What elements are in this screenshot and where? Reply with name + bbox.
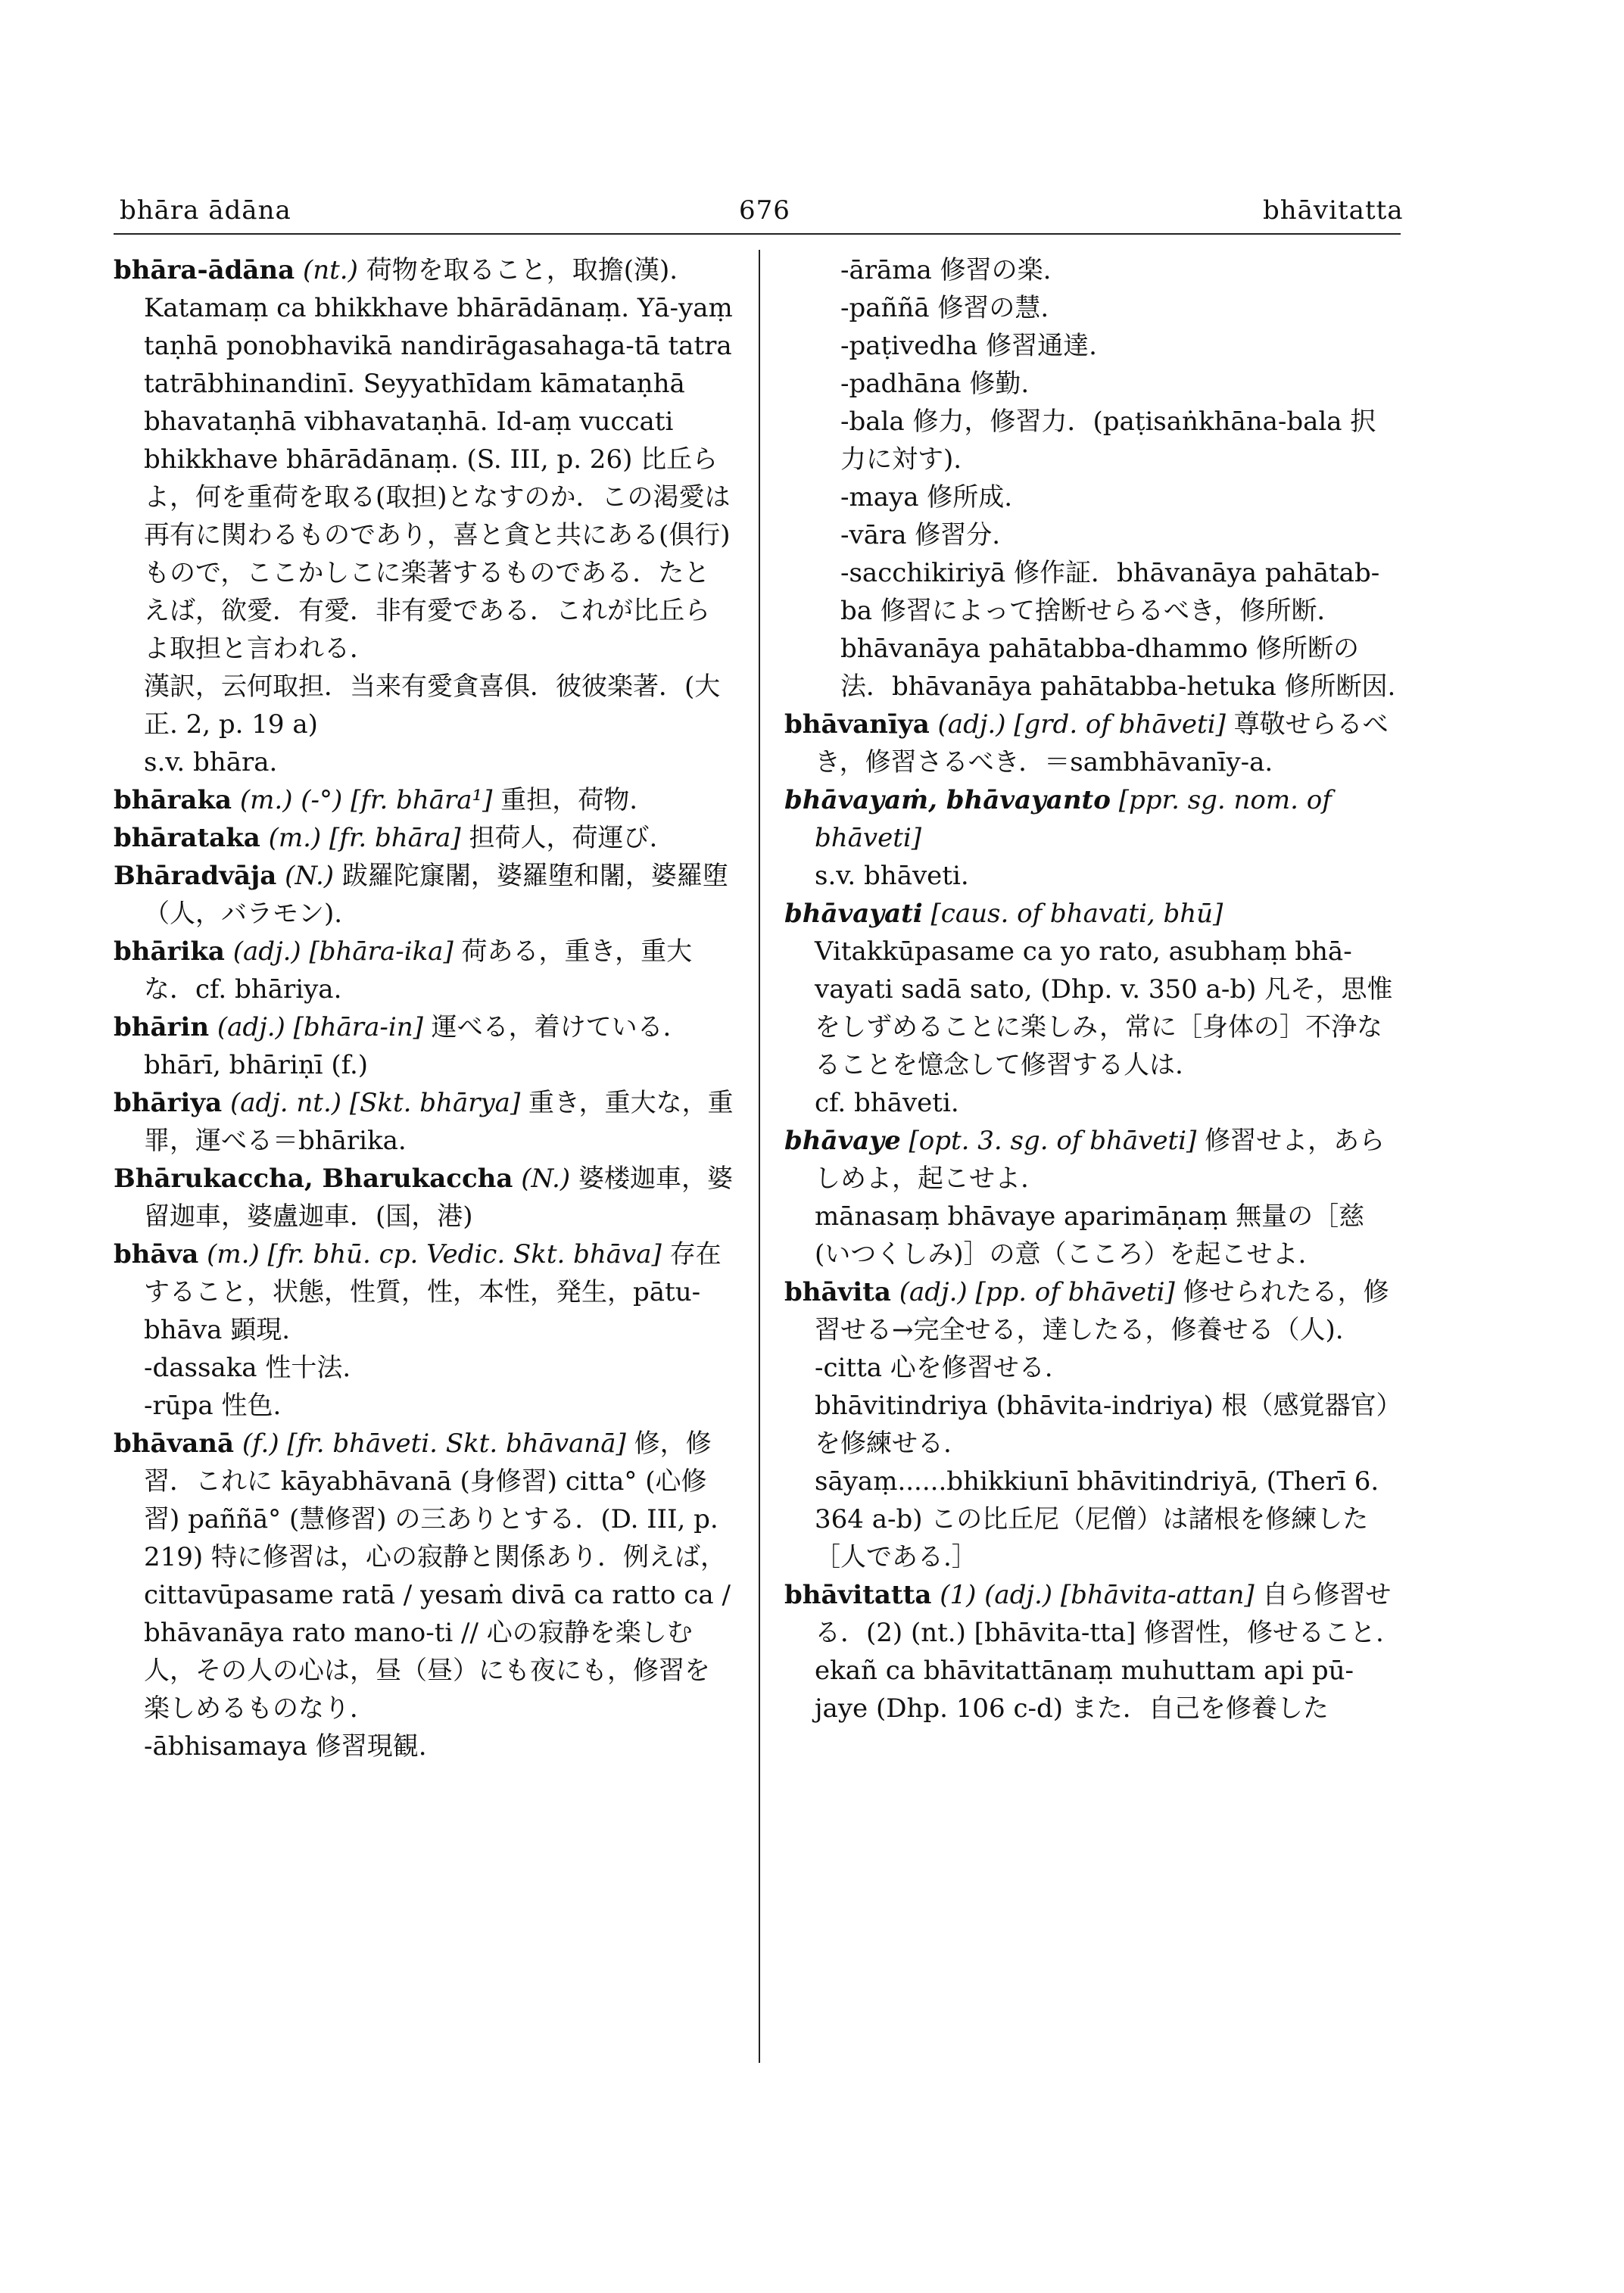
entry-subtext: -citta 心を修習せる. (815, 1353, 1053, 1383)
dictionary-entry (114, 1160, 734, 1235)
entry-headword: bhāva (114, 1239, 199, 1270)
entry-subtext: bhāvitindriya (bhāvita-indriya) 根（感覚器官）を修練せる. (815, 1391, 1389, 1459)
entry-headword: bhāvitatta (784, 1580, 932, 1610)
dictionary-entry (114, 819, 734, 857)
entry-subtext: -ābhisamaya 修習現観. (144, 1731, 427, 1762)
entry-compound: -vāra 修習分. (840, 520, 1001, 550)
entry-grammar: [opt. 3. sg. of bhāveti] (909, 1126, 1197, 1156)
entry-grammar: (adj.) [bhāra-ika] (232, 936, 454, 967)
entry-grammar: (m.) (-°) [fr. bhāra¹] (239, 785, 493, 815)
entry-grammar: (adj.) [bhāra-in] (217, 1012, 423, 1042)
entry-compound: -paññā 修習の慧. (840, 293, 1049, 323)
entry-definition: 跋羅陀䆲闍，婆羅堕和闍，婆羅堕（人，バラモン). (144, 861, 728, 929)
entry-subtext: cittavūpasame ratā / yesaṁ divā ca ratto ca / bhāvanāya rato mano-ti // 心の寂静を楽しむ人，その人の心は，昼（昼）にも夜にも，修習を楽しめるものなり． (144, 1580, 731, 1724)
dictionary-entry (114, 857, 734, 933)
entry-grammar: (adj.) [pp. of bhāveti] (899, 1277, 1175, 1307)
entry-definition: 重き，重大な，重罪，運べる＝bhārika. (144, 1088, 734, 1156)
column-divider (759, 250, 760, 2063)
dictionary-entry (114, 1008, 734, 1084)
dictionary-entry (114, 933, 734, 1008)
entry-subtext: sāyaṃ......bhikkiunī bhāvitindriyā, (Therī 6. 364 a-b) この比丘尼（尼僧）は諸根を修練した［人である.］ (815, 1466, 1379, 1572)
entry-headword: Bhārukaccha, Bharukaccha (114, 1164, 513, 1194)
entry-grammar: (nt.) (302, 255, 358, 285)
entry-definition: 尊敬せらるべき，修習さるべき．＝sambhāvanīy-a. (815, 709, 1389, 777)
entry-headword: bhāvanīya (784, 709, 930, 740)
entry-compound: -paṭivedha 修習通達. (840, 331, 1097, 361)
entry-definition: 荷ある，重き，重大な．cf. bhāriya. (144, 936, 693, 1005)
entry-subtext: ekañ ca bhāvitattānaṃ muhuttam api pū-jaye (Dhp. 106 c-d) また．自己を修養した (815, 1656, 1354, 1724)
entry-definition: 重担，荷物. (500, 785, 638, 815)
entry-headword: bhārin (114, 1012, 210, 1042)
entry-definition: 運べる，着けている．bhārī, bhāriṇī (f.) (144, 1012, 689, 1080)
entry-grammar: (1) (adj.) [bhāvita-attan] (940, 1580, 1255, 1610)
entry-headword: bhāvayati (784, 899, 923, 929)
entry-headword: bhārataka (114, 823, 260, 853)
entry-headword: bhāraka (114, 785, 232, 815)
entry-definition: 修習せよ，あらしめよ，起こせよ. (815, 1126, 1386, 1194)
entry-subtext: Katamaṃ ca bhikkhave bhārādānaṃ. Yā-yaṃ taṇhā ponobhavikā nandirāgasahaga-tā tatra tatrābhinandinī. Seyyathīdam kāmataṇhā bhavataṇhā vibhavataṇhā. Id-aṃ vuccati bhikkhave bhārādānaṃ. (S. III, p. 26) 比丘らよ，何を重荷を取る(取担)となすのか．この渇愛は再有に関わるものであり，喜と貪と共にある(俱行)もので，ここかしこに楽著するものである．たとえば，欲愛．有愛．非有愛である．これが比丘らよ取担と言われる． (144, 293, 733, 664)
entry-compound: -padhāna 修勤. (840, 369, 1030, 399)
running-head-left: bhāra ādāna (120, 195, 291, 226)
entry-compound: -maya 修所成. (840, 482, 1013, 512)
header-rule (114, 233, 1401, 235)
entry-grammar: (N.) (285, 861, 335, 891)
entry-headword: bhāvaye (784, 1126, 901, 1156)
entry-subtext: s.v. bhāra. (144, 747, 278, 777)
entry-definition: 担荷人，荷運び. (469, 823, 658, 853)
entry-subtext: 漢訳，云何取担．当来有愛貪喜俱．彼彼楽著．(大正. 2, p. 19 a) (144, 671, 721, 740)
entry-subtext: Vitakkūpasame ca yo rato, asubhaṃ bhā-vayati sadā sato, (Dhp. v. 350 a-b) 凡そ，思惟をしずめることに楽しみ，常に［身体の］不浄なることを憶念して修習する人は. (815, 936, 1393, 1080)
entry-grammar: (adj.) [grd. of bhāveti] (937, 709, 1226, 740)
dictionary-entry (784, 781, 1398, 857)
entry-definition: 婆楼迦車，婆留迦車，婆盧迦車．(国，港) (144, 1164, 733, 1232)
dictionary-entry (114, 781, 734, 819)
entry-headword: bhāvita (784, 1277, 891, 1307)
dictionary-entry (114, 1425, 734, 1576)
entry-definition: 荷物を取ること，取擔(漢). (366, 255, 678, 285)
entry-definition: 存在すること，状態，性質，性，本性，発生，pātu-bhāva 顕現. (144, 1239, 722, 1345)
entry-headword: bhārika (114, 936, 225, 967)
entry-compound: -ārāma 修習の楽. (840, 255, 1052, 285)
entry-headword: bhāvayaṁ, bhāvayanto (784, 785, 1111, 815)
dictionary-entry (784, 1273, 1398, 1349)
entry-grammar: [ppr. sg. nom. of bhāveti] (815, 785, 1332, 853)
running-head-right: bhāvitatta (1263, 195, 1404, 226)
entry-grammar: (m.) [fr. bhū. cp. Vedic. Skt. bhāva] (207, 1239, 662, 1270)
left-column (114, 251, 734, 1765)
entry-compound: -sacchikiriyā 修作証．bhāvanāya pahātab-ba 修習によって捨断せらるべき，修所断．bhāvanāya pahātabba-dhammo 修所断の法．bhāvanāya pahātabba-hetuka 修所断因. (840, 558, 1396, 702)
entry-subtext: cf. bhāveti. (815, 1088, 959, 1118)
entry-headword: bhāriya (114, 1088, 223, 1118)
entry-grammar: (f.) [fr. bhāveti. Skt. bhāvanā] (242, 1428, 626, 1459)
entry-subtext: -dassaka 性十法. (144, 1353, 351, 1383)
entry-grammar: (m.) [fr. bhāra] (268, 823, 461, 853)
entry-grammar: (N.) (521, 1164, 571, 1194)
dictionary-entry (784, 706, 1398, 781)
dictionary-entry (784, 1576, 1398, 1652)
dictionary-entry (784, 895, 1398, 933)
entry-definition: 修せられたる，修習せる→完全せる，達したる，修養せる（人). (815, 1277, 1389, 1345)
dictionary-entry (114, 1235, 734, 1349)
entry-compound: -bala 修力，修習力．(paṭisaṅkhāna-bala 択力に対す). (840, 407, 1376, 475)
entry-headword: bhāra-ādāna (114, 255, 295, 285)
dictionary-entry (784, 1122, 1398, 1198)
page-number: 676 (739, 195, 790, 226)
entry-definition: 自ら修習せる．(2) (nt.) [bhāvita-tta] 修習性，修せること. (815, 1580, 1392, 1648)
dictionary-entry (114, 1084, 734, 1160)
entry-grammar: (adj. nt.) [Skt. bhārya] (229, 1088, 521, 1118)
entry-subtext: mānasaṃ bhāvaye aparimāṇaṃ 無量の［慈(いつくしみ)］の意（こころ）を起こせよ. (815, 1201, 1365, 1270)
entry-definition: 修，修習．これに kāyabhāvanā (身修習) citta° (心修習) paññā° (慧修習) の三ありとする．(D. III, p. 219) 特に修習は，心の寂静と関係あり．例えば， (144, 1428, 726, 1572)
entry-subtext: s.v. bhāveti. (815, 861, 969, 891)
entry-headword: Bhāradvāja (114, 861, 277, 891)
right-column (784, 251, 1398, 1728)
entry-headword: bhāvanā (114, 1428, 235, 1459)
entry-grammar: [caus. of bhavati, bhū] (930, 899, 1223, 929)
entry-subtext: -rūpa 性色. (144, 1391, 282, 1421)
dictionary-entry (114, 251, 734, 289)
